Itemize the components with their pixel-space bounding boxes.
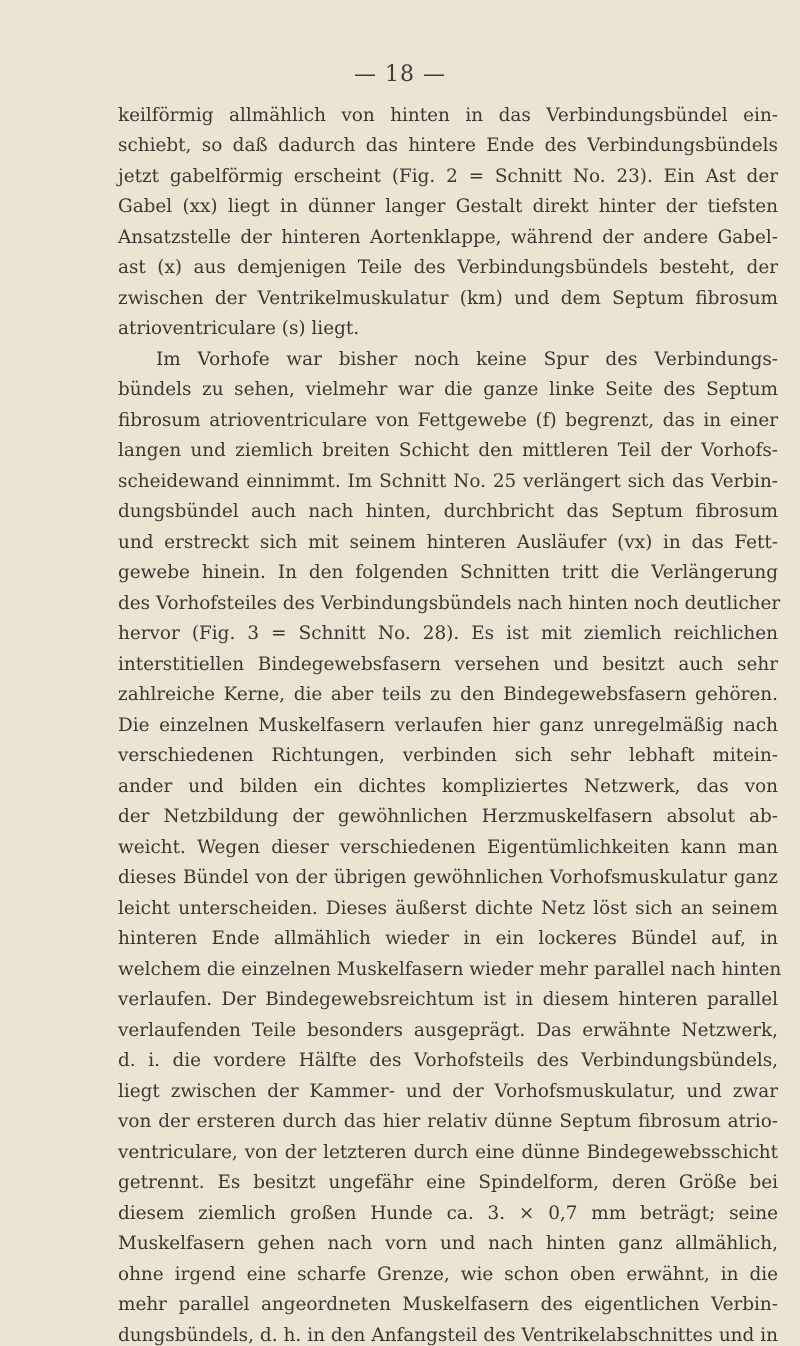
- text-line: ast (x) aus demjenigen Teile des Verbindungsbündels besteht, der: [118, 257, 778, 278]
- text-line: fibrosum atrioventriculare von Fettgewebe (f) begrenzt, das in einer: [118, 410, 778, 431]
- text-line: des Vorhofsteiles des Verbindungsbündels nach hinten noch deutlicher: [118, 593, 781, 614]
- text-line: scheidewand einnimmt. Im Schnitt No. 25 verlängert sich das Verbin-: [118, 471, 778, 492]
- text-line: verlaufenden Teile besonders ausgeprägt. Das erwähnte Netzwerk,: [118, 1020, 778, 1041]
- text-line: bündels zu sehen, vielmehr war die ganze linke Seite des Septum: [118, 379, 778, 400]
- text-line: keilförmig allmählich von hinten in das Verbindungsbündel ein-: [118, 105, 778, 126]
- text-line: zwischen der Ventrikelmuskulatur (km) und dem Septum fibrosum: [118, 288, 778, 309]
- text-line: weicht. Wegen dieser verschiedenen Eigentümlichkeiten kann man: [118, 837, 778, 858]
- text-line: mehr parallel angeordneten Muskelfasern des eigentlichen Verbin-: [118, 1294, 778, 1315]
- text-line: Gabel (xx) liegt in dünner langer Gestalt direkt hinter der tiefsten: [118, 196, 778, 217]
- text-line: getrennt. Es besitzt ungefähr eine Spindelform, deren Größe bei: [118, 1172, 778, 1193]
- text-line: ohne irgend eine scharfe Grenze, wie schon oben erwähnt, in die: [118, 1264, 778, 1285]
- text-line: liegt zwischen der Kammer- und der Vorhofsmuskulatur, und zwar: [118, 1081, 778, 1102]
- text-line: d. i. die vordere Hälfte des Vorhofsteils des Verbindungsbündels,: [118, 1050, 778, 1071]
- text-line: Muskelfasern gehen nach vorn und nach hinten ganz allmählich,: [118, 1233, 778, 1254]
- text-line: welchem die einzelnen Muskelfasern wieder mehr parallel nach hinten: [118, 959, 782, 980]
- text-line: verlaufen. Der Bindegewebsreichtum ist in diesem hinteren parallel: [118, 989, 778, 1010]
- text-line: schiebt, so daß dadurch das hintere Ende des Verbindungsbündels: [118, 135, 778, 156]
- text-line: Die einzelnen Muskelfasern verlaufen hier ganz unregelmäßig nach: [118, 715, 778, 736]
- text-line: atrioventriculare (s) liegt.: [118, 318, 360, 339]
- text-line: zahlreiche Kerne, die aber teils zu den Bindegewebsfasern gehören.: [118, 684, 778, 705]
- text-line: leicht unterscheiden. Dieses äußerst dichte Netz löst sich an seinem: [118, 898, 778, 919]
- text-line: hinteren Ende allmählich wieder in ein lockeres Bündel auf, in: [118, 928, 778, 949]
- text-line: dieses Bündel von der übrigen gewöhnlichen Vorhofsmuskulatur ganz: [118, 867, 778, 888]
- page-number: — 18 —: [354, 62, 446, 87]
- text-line: langen und ziemlich breiten Schicht den mittleren Teil der Vorhofs-: [118, 440, 778, 461]
- text-line: Im Vorhofe war bisher noch keine Spur des Verbindungs-: [156, 349, 778, 370]
- text-line: und erstreckt sich mit seinem hinteren Ausläufer (vx) in das Fett-: [118, 532, 778, 553]
- text-line: interstitiellen Bindegewebsfasern versehen und besitzt auch sehr: [118, 654, 778, 675]
- text-line: der Netzbildung der gewöhnlichen Herzmuskelfasern absolut ab-: [118, 806, 778, 827]
- text-line: jetzt gabelförmig erscheint (Fig. 2 = Schnitt No. 23). Ein Ast der: [118, 166, 778, 187]
- text-line: diesem ziemlich großen Hunde ca. 3. × 0,7 mm beträgt; seine: [118, 1203, 778, 1224]
- text-line: gewebe hinein. In den folgenden Schnitten tritt die Verlängerung: [118, 562, 778, 583]
- text-line: von der ersteren durch das hier relativ dünne Septum fibrosum atrio-: [118, 1111, 778, 1132]
- text-line: ander und bilden ein dichtes kompliziertes Netzwerk, das von: [118, 776, 778, 797]
- text-line: verschiedenen Richtungen, verbinden sich sehr lebhaft mitein-: [118, 745, 778, 766]
- text-line: dungsbündel auch nach hinten, durchbricht das Septum fibrosum: [118, 501, 778, 522]
- text-line: dungsbündels, d. h. in den Anfangsteil des Ventrikelabschnittes und in: [118, 1325, 778, 1346]
- text-line: ventriculare, von der letzteren durch eine dünne Bindegewebsschicht: [118, 1142, 778, 1163]
- text-line: Ansatzstelle der hinteren Aortenklappe, während der andere Gabel-: [118, 227, 778, 248]
- text-line: hervor (Fig. 3 = Schnitt No. 28). Es ist mit ziemlich reichlichen: [118, 623, 778, 644]
